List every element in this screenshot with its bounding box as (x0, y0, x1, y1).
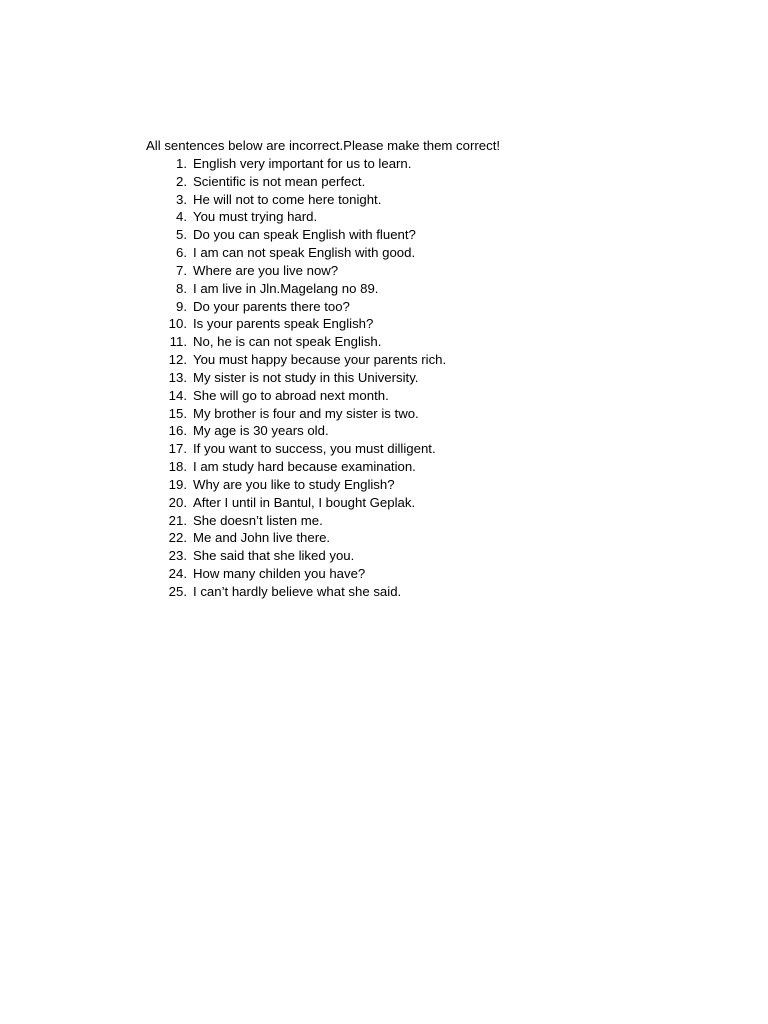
list-number: 9. (176, 298, 187, 314)
list-number: 20. (168, 494, 187, 510)
list-text: Where are you live now? (193, 262, 339, 278)
list-text: No, he is can not speak English. (193, 334, 382, 350)
list-item (146, 280, 706, 298)
list-number: 5. (176, 227, 187, 243)
list-text: I am can not speak English with good. (193, 245, 416, 261)
instruction-text: All sentences below are incorrect.Please make them correct! (146, 138, 501, 153)
list-text: I can’t hardly believe what she said. (193, 583, 402, 599)
list-item (146, 262, 706, 280)
list-text: She will go to abroad next month. (193, 387, 389, 403)
list-item (146, 422, 706, 440)
list-item (146, 476, 706, 494)
list-number: 25. (168, 583, 187, 599)
list-item (146, 333, 706, 351)
list-number: 10. (168, 316, 187, 332)
sentence-list (146, 155, 706, 601)
list-item (146, 547, 706, 565)
list-number: 23. (168, 548, 187, 564)
list-text: Me and John live there. (193, 530, 331, 546)
list-text: Do your parents there too? (193, 298, 350, 314)
list-text: Scientific is not mean perfect. (193, 173, 366, 189)
list-number: 8. (176, 280, 187, 296)
list-text: You must happy because your parents rich. (193, 352, 447, 368)
list-item (146, 405, 706, 423)
list-item (146, 494, 706, 512)
list-text: Why are you like to study English? (193, 476, 395, 492)
list-item (146, 387, 706, 405)
list-item (146, 565, 706, 583)
list-item (146, 529, 706, 547)
list-text: My sister is not study in this University. (193, 369, 419, 385)
list-item (146, 512, 706, 530)
list-number: 16. (168, 423, 187, 439)
list-number: 15. (168, 405, 187, 421)
list-text: My brother is four and my sister is two. (193, 405, 419, 421)
list-number: 3. (176, 191, 187, 207)
document-content (146, 137, 706, 601)
list-number: 4. (176, 209, 187, 225)
list-number: 18. (168, 459, 187, 475)
list-text: Do you can speak English with fluent? (193, 227, 416, 243)
list-number: 2. (176, 173, 187, 189)
list-item (146, 155, 706, 173)
list-number: 21. (168, 512, 187, 528)
list-item (146, 226, 706, 244)
list-text: If you want to success, you must dilligent. (193, 441, 436, 457)
list-text: How many childen you have? (193, 566, 366, 582)
list-text: After I until in Bantul, I bought Geplak. (193, 494, 416, 510)
list-item (146, 298, 706, 316)
list-item (146, 369, 706, 387)
list-text: You must trying hard. (193, 209, 318, 225)
list-number: 11. (169, 334, 187, 350)
list-number: 13. (168, 369, 187, 385)
list-number: 14. (168, 387, 187, 403)
list-item (146, 191, 706, 209)
list-text: Is your parents speak English? (193, 316, 374, 332)
list-number: 12. (168, 352, 187, 368)
list-item (146, 351, 706, 369)
list-text: English very important for us to learn. (193, 156, 412, 171)
list-item (146, 208, 706, 226)
list-item (146, 458, 706, 476)
list-number: 19. (168, 476, 187, 492)
list-number: 24. (168, 566, 187, 582)
list-item (146, 315, 706, 333)
list-number: 17. (168, 441, 187, 457)
list-text: I am live in Jln.Magelang no 89. (193, 280, 379, 296)
list-number: 22. (168, 530, 187, 546)
list-text: I am study hard because examination. (193, 459, 416, 475)
list-text: My age is 30 years old. (193, 423, 329, 439)
list-item (146, 173, 706, 191)
list-number: 7. (176, 262, 187, 278)
list-item (146, 440, 706, 458)
list-item (146, 244, 706, 262)
list-text: He will not to come here tonight. (193, 191, 382, 207)
list-text: She said that she liked you. (193, 548, 355, 564)
list-text: She doesn’t listen me. (193, 512, 323, 528)
list-item (146, 583, 706, 601)
list-number: 6. (176, 245, 187, 261)
list-number: 1. (176, 156, 187, 171)
